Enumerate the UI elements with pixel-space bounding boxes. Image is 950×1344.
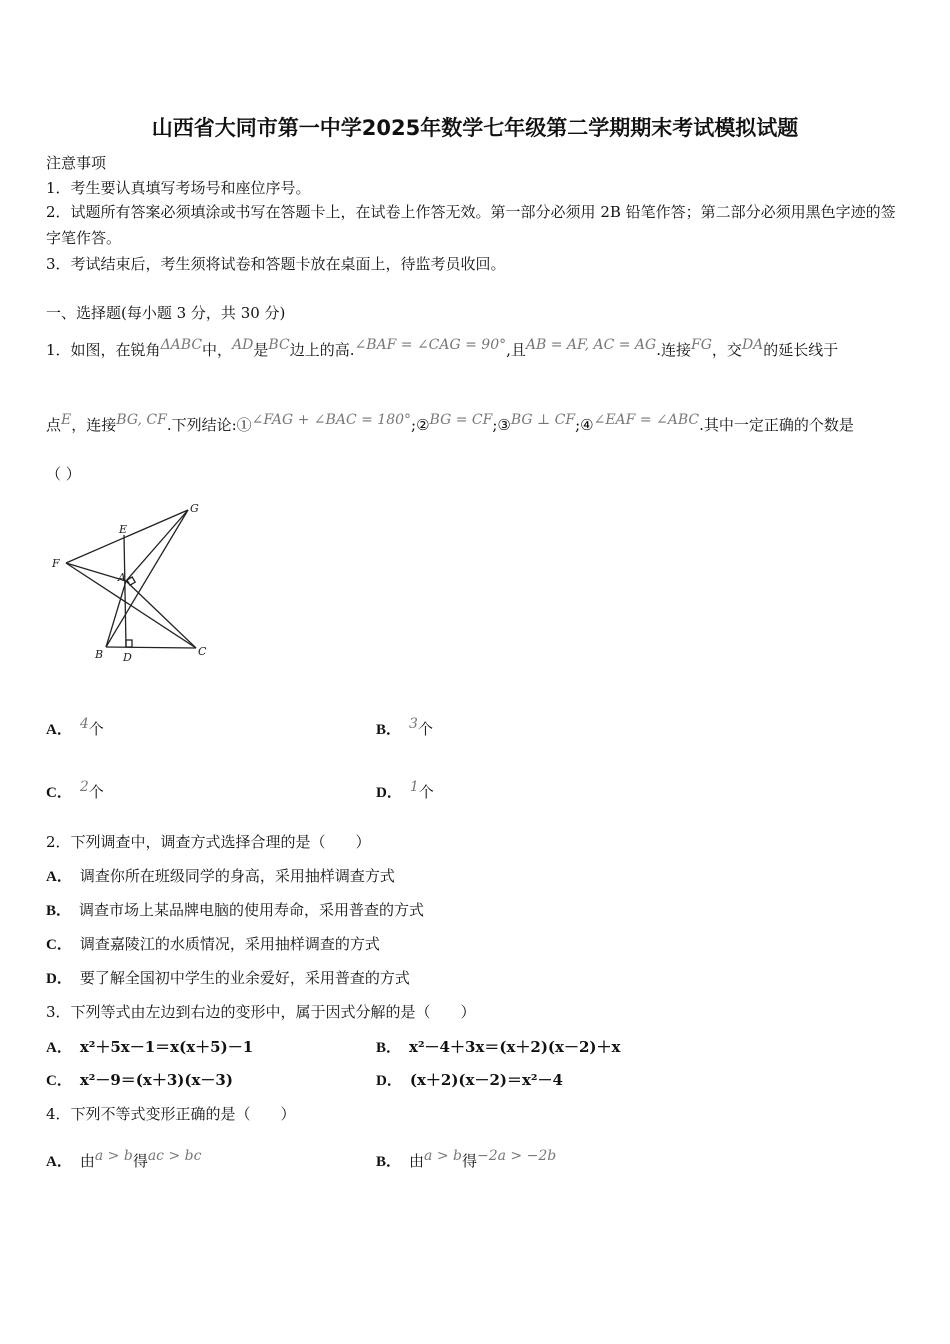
- math-expr: ΔABC: [160, 337, 203, 353]
- label-b: B: [95, 648, 104, 661]
- q3-option-a[interactable]: A． x²＋5x－1＝x(x＋5)－1: [46, 1038, 254, 1056]
- math-expr: BC: [268, 337, 290, 353]
- label-f: F: [52, 557, 60, 570]
- question-1-line-2: 点E，连接BG, CF.下列结论:①∠FAG + ∠BAC = 180°;②BG = CF;③BG ⊥ CF;④∠EAF = ∠ABC.其中一定正确的个数是: [46, 412, 854, 434]
- question-1-line-1: 1．如图，在锐角ΔABC中，AD是BC边上的高.∠BAF = ∠CAG = 90°,且AB = AF, AC = AG.连接FG，交DA的延长线于: [46, 337, 839, 359]
- q3-option-b[interactable]: B． x²－4＋3x＝(x＋2)(x－2)＋x: [376, 1038, 621, 1056]
- question-number: 1．: [46, 341, 71, 359]
- math-expr: BG, CF: [116, 412, 167, 428]
- label-e: E: [119, 523, 128, 536]
- question-number: 3．: [46, 1003, 71, 1021]
- math-expr: ∠BAF = ∠CAG = 90°: [354, 337, 507, 353]
- question-number: 2．: [46, 833, 71, 851]
- q3-option-c[interactable]: C． x²－9＝(x＋3)(x－3): [46, 1071, 233, 1089]
- q3-option-d[interactable]: D． (x＋2)(x－2)＝x²－4: [376, 1071, 563, 1089]
- math-expr: AD: [232, 337, 254, 353]
- question-2: 2．下列调查中，调查方式选择合理的是（ ）: [46, 833, 371, 851]
- q1-option-b[interactable]: B． 3个: [376, 716, 433, 738]
- math-expr: DA: [741, 337, 764, 353]
- q1-option-d[interactable]: D． 1个: [376, 779, 434, 801]
- label-g: G: [190, 502, 199, 515]
- label-a: A: [118, 571, 126, 584]
- math-expr: BG = CF: [429, 412, 493, 428]
- page-title: 山西省大同市第一中学2025年数学七年级第二学期期末考试模拟试题: [151, 116, 799, 140]
- q2-option-b[interactable]: B． 调查市场上某品牌电脑的使用寿命，采用普查的方式: [46, 901, 425, 919]
- question-number: 4．: [46, 1105, 71, 1123]
- geometry-figure: [46, 497, 216, 667]
- q1-option-a[interactable]: A． 4个: [46, 716, 104, 738]
- notice-item-1: 1．考生要认真填写考场号和座位序号。: [46, 179, 311, 197]
- q4-option-a[interactable]: A． 由a > b得ac > bc: [46, 1148, 202, 1170]
- q1-option-c[interactable]: C． 2个: [46, 779, 104, 801]
- notice-item-2: 2．试题所有答案必须填涂或书写在答题卡上，在试卷上作答无效。第一部分必须用 2B 铅笔作答；第二部分必须用黑色字迹的签字笔作答。: [46, 203, 896, 247]
- notice-item-3: 3．考试结束后，考生须将试卷和答题卡放在桌面上，待监考员收回。: [46, 255, 506, 273]
- label-c: C: [198, 645, 207, 658]
- answer-paren: （ ）: [46, 465, 81, 483]
- math-expr: FG: [691, 337, 712, 353]
- q4-option-b[interactable]: B． 由a > b得−2a > −2b: [376, 1148, 557, 1170]
- label-d: D: [123, 651, 132, 664]
- math-expr: ∠FAG + ∠BAC = 180°: [251, 412, 412, 428]
- section-heading: 一、选择题(每小题 3 分，共 30 分): [46, 304, 286, 322]
- math-expr: AB = AF, AC = AG: [525, 337, 657, 353]
- question-3: 3．下列等式由左边到右边的变形中，属于因式分解的是（ ）: [46, 1003, 476, 1021]
- notice-heading: 注意事项: [46, 154, 107, 172]
- math-expr: BG ⊥ CF: [510, 412, 576, 428]
- math-expr: ∠EAF = ∠ABC: [593, 412, 700, 428]
- q2-option-c[interactable]: C． 调查嘉陵江的水质情况，采用抽样调查的方式: [46, 935, 380, 953]
- q2-option-d[interactable]: D． 要了解全国初中学生的业余爱好，采用普查的方式: [46, 969, 410, 987]
- math-expr: E: [61, 412, 72, 428]
- q2-option-a[interactable]: A． 调查你所在班级同学的身高，采用抽样调查方式: [46, 867, 395, 885]
- question-4: 4．下列不等式变形正确的是（ ）: [46, 1105, 296, 1123]
